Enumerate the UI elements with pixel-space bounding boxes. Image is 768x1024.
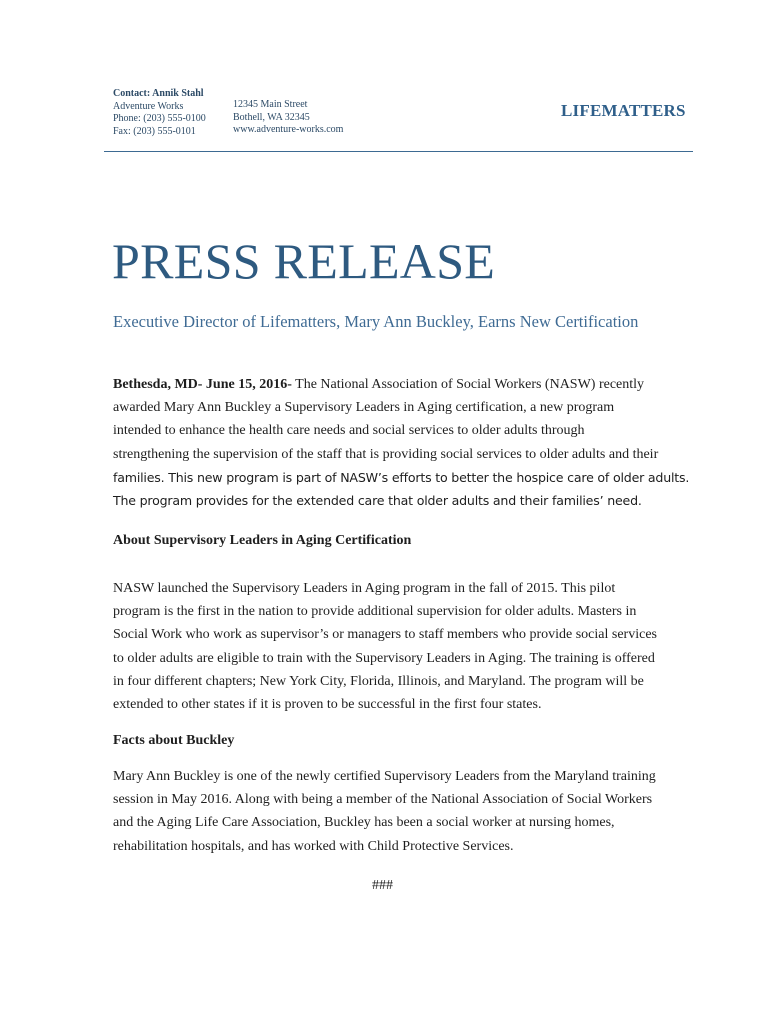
section-heading-certification: About Supervisory Leaders in Aging Certification [113,533,412,548]
intro-line: families. This new program is part of NASW’s efforts to better the hospice care of older adults. [113,469,690,485]
intro-line: intended to enhance the health care needs and social services to older adults through [113,423,585,439]
section-heading-buckley: Facts about Buckley [113,733,235,748]
intro-line: strengthening the supervision of the staff that is providing social services to older adults and their [113,446,659,462]
page-subtitle: Executive Director of Lifematters, Mary Ann Buckley, Earns New Certification [113,312,639,331]
buckley-line: session in May 2016. Along with being a member of the National Association of Social Workers [113,792,653,808]
website: www.adventure-works.com [233,124,344,135]
buckley-line: and the Aging Life Care Association, Buckley has been a social worker at nursing homes, [113,815,615,831]
intro-line: The program provides for the extended care that older adults and their families’ need. [113,493,642,509]
contact-name: Contact: Annik Stahl [113,88,204,99]
certification-line: extended to other states if it is proven to be successful in the first four states. [113,697,542,713]
company-logo: LIFEMATTERS [561,101,686,120]
city-state-zip: Bothell, WA 32345 [233,111,310,123]
fax-number: Fax: (203) 555-0101 [113,125,196,137]
intro-line [113,373,658,396]
street-address: 12345 Main Street [233,99,308,110]
page-title: PRESS RELEASE [112,233,496,289]
certification-paragraph [113,577,658,716]
certification-line: NASW launched the Supervisory Leaders in Aging program in the fall of 2015. This pilot [113,581,616,596]
certification-line: program is the first in the nation to provide additional supervision for older adults. Masters in [113,604,637,620]
buckley-line: Mary Ann Buckley is one of the newly certified Supervisory Leaders from the Maryland training [113,769,656,784]
address-block [233,99,343,137]
intro-line: awarded Mary Ann Buckley a Supervisory Leaders in Aging certification, a new program [113,400,615,416]
certification-line: to older adults are eligible to train with the Supervisory Leaders in Aging. The training is offered [113,650,655,666]
phone-number: Phone: (203) 555-0100 [113,113,206,124]
certification-line: Social Work who work as supervisor’s or managers to staff members who provide social services [113,627,657,643]
buckley-paragraph [113,765,658,858]
certification-line: in four different chapters; New York City, Florida, Illinois, and Maryland. The program will be [113,673,644,689]
header-divider [104,151,693,152]
intro-paragraph [113,373,690,512]
intro-line-1-text: The National Association of Social Workers (NASW) recently [291,377,645,392]
end-mark: ### [372,878,393,893]
contact-block [113,88,206,138]
company-name: Adventure Works [113,100,184,112]
buckley-line: rehabilitation hospitals, and has worked with Child Protective Services. [113,838,514,854]
dateline: Bethesda, MD- June 15, 2016- [113,377,292,392]
